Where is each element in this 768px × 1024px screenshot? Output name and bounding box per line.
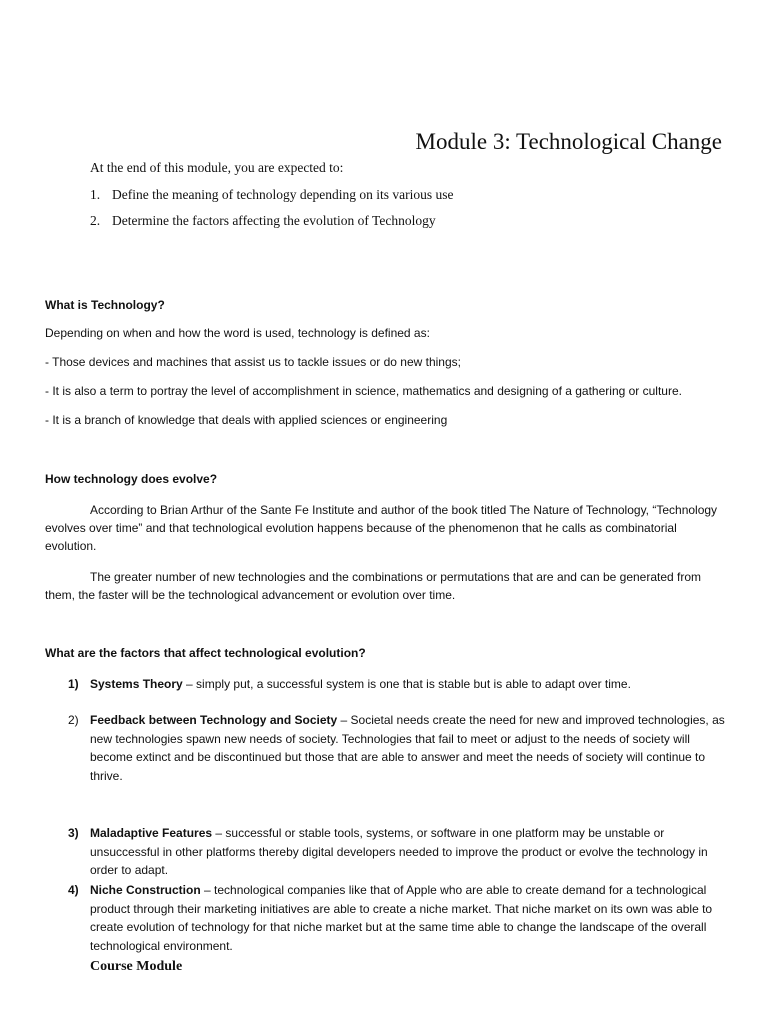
factor-term: Systems Theory — [90, 677, 183, 691]
factor-text: – technological companies like that of Apple who are able to create demand for a technological product through their marketing initiatives are able to create a niche market. That niche market on its own was able to create evolution of technology for that niche market but at the same time able to change the landscape of the overall technological environment. — [90, 883, 713, 953]
definition-lead: Depending on when and how the word is used, technology is defined as: — [45, 326, 430, 340]
factor-term: Niche Construction — [90, 883, 201, 897]
objective-number: 2. — [90, 213, 101, 228]
factor-term: Maladaptive Features — [90, 826, 213, 840]
factor-item — [68, 675, 728, 694]
objective-text: Define the meaning of technology depending on its various use — [112, 187, 454, 202]
evolve-paragraph-2: The greater number of new technologies and the combinations or permutations that are and can be generated from them, the faster will be the technological advancement or evolution over time. — [45, 570, 702, 602]
factor-number: 4) — [68, 883, 79, 897]
definition-item: - It is also a term to portray the level of accomplishment in science, mathematics and designing of a gathering or culture. — [45, 384, 682, 398]
factor-number: 3) — [68, 826, 79, 840]
section-heading-what-is: What is Technology? — [45, 298, 165, 312]
definition-item: - Those devices and machines that assist us to tackle issues or do new things; — [45, 355, 461, 369]
factor-item — [68, 881, 728, 955]
factor-item — [68, 711, 728, 785]
factor-number: 1) — [68, 677, 79, 691]
evolve-paragraph-1: According to Brian Arthur of the Sante Fe Institute and author of the book titled The Nature of Technology, “Technology evolves over time” and that technological evolution happens because of the phenomenon that he calls as combinatorial evolution. — [45, 503, 718, 553]
objective-item — [90, 187, 454, 203]
definition-item: - It is a branch of knowledge that deals with applied sciences or engineering — [45, 413, 448, 427]
objective-text: Determine the factors affecting the evolution of Technology — [112, 213, 436, 228]
footer-course-module: Course Module — [90, 959, 183, 974]
factor-number: 2) — [68, 713, 79, 727]
objective-item — [90, 213, 436, 229]
factor-text: – simply put, a successful system is one that is stable but is able to adapt over time. — [182, 677, 631, 691]
page-title: Module 3: Technological Change — [415, 129, 722, 154]
factor-term: Feedback between Technology and Society — [90, 713, 338, 727]
section-heading-evolve: How technology does evolve? — [45, 472, 218, 486]
section-heading-factors: What are the factors that affect technological evolution? — [45, 646, 366, 660]
intro-text: At the end of this module, you are expected to: — [90, 160, 344, 175]
factor-item — [68, 824, 728, 880]
objective-number: 1. — [90, 187, 101, 202]
factor-text: – Societal needs create the need for new and improved technologies, as new technologies spawn new needs of society. Technologies that fail to meet or adjust to the needs of society will become extinct and be discontinued but those that are able to answer and meet the needs of society will continue to thrive. — [90, 713, 725, 783]
factor-text: – successful or stable tools, systems, or software in one platform may be unstable or unsuccessful in other platforms thereby digital developers needed to improve the product or evolve the technology in order to adapt. — [90, 826, 708, 877]
